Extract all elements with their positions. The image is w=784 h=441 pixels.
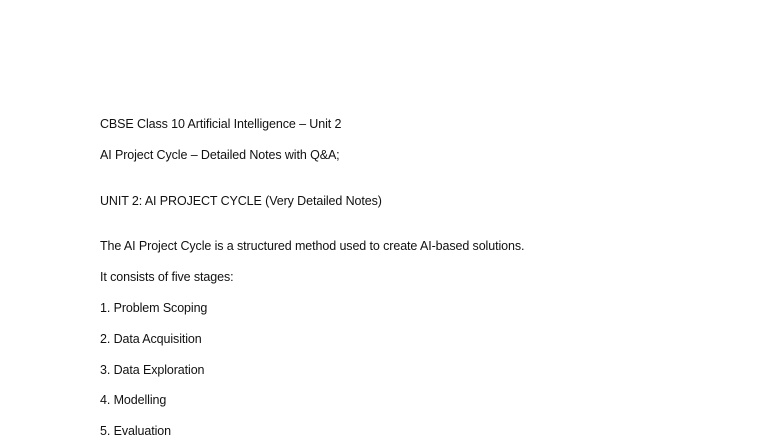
document-subtitle: AI Project Cycle – Detailed Notes with Q&A; [100, 148, 340, 162]
stage-item-evaluation: 5. Evaluation [100, 424, 171, 438]
stage-item-modelling: 4. Modelling [100, 393, 167, 407]
stage-item-problem-scoping: 1. Problem Scoping [100, 301, 208, 315]
document-title: CBSE Class 10 Artificial Intelligence – Unit 2 [100, 117, 342, 131]
stage-item-data-exploration: 3. Data Exploration [100, 363, 205, 377]
stage-item-data-acquisition: 2. Data Acquisition [100, 332, 202, 346]
stages-intro: It consists of five stages: [100, 270, 234, 284]
intro-paragraph: The AI Project Cycle is a structured method used to create AI-based solutions. [100, 239, 525, 253]
unit-heading: UNIT 2: AI PROJECT CYCLE (Very Detailed Notes) [100, 194, 382, 208]
